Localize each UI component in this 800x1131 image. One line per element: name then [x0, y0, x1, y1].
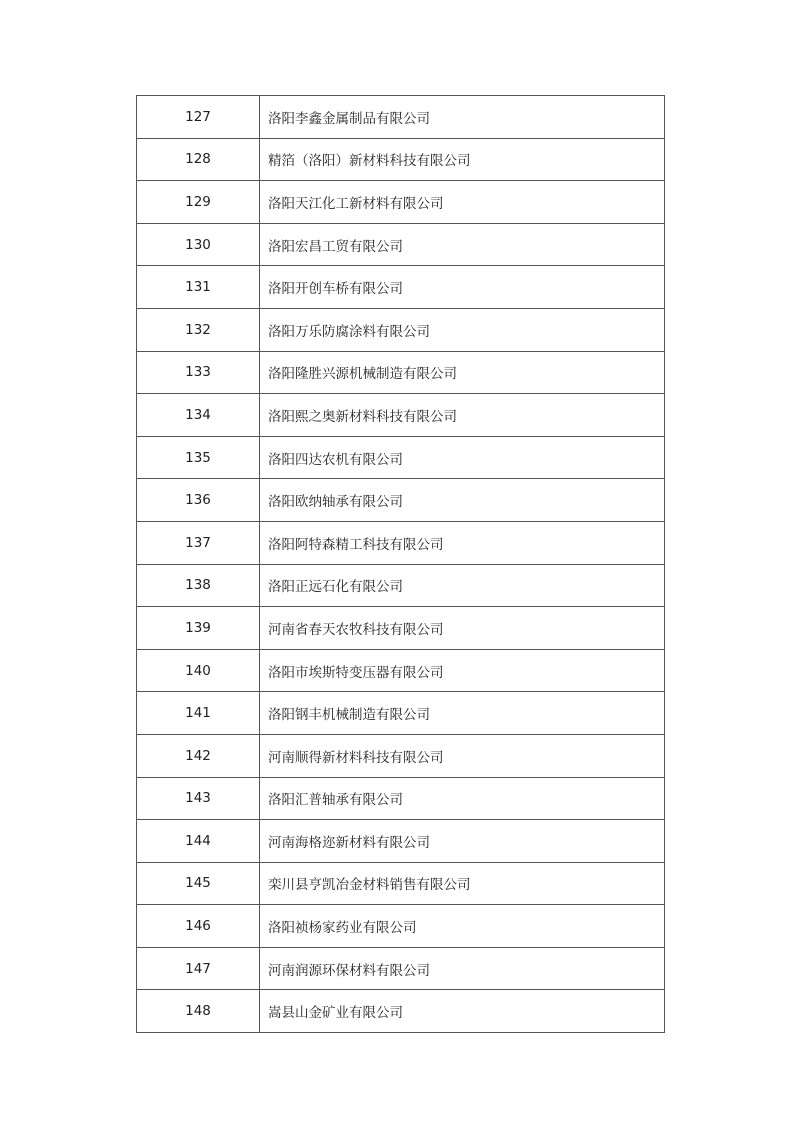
row-number-cell: 127	[137, 96, 260, 139]
company-name-cell: 嵩县山金矿业有限公司	[260, 990, 665, 1033]
table-row	[137, 96, 665, 139]
table-row	[137, 351, 665, 394]
company-name-cell: 洛阳阿特森精工科技有限公司	[260, 521, 665, 564]
company-name-cell: 洛阳祯杨家药业有限公司	[260, 905, 665, 948]
company-name-cell: 河南顺得新材料科技有限公司	[260, 734, 665, 777]
row-number-cell: 148	[137, 990, 260, 1033]
row-number-cell: 144	[137, 820, 260, 863]
row-number-cell: 133	[137, 351, 260, 394]
row-number-cell: 142	[137, 734, 260, 777]
company-name-cell: 洛阳熙之奥新材料科技有限公司	[260, 394, 665, 437]
table-row	[137, 394, 665, 437]
row-number-cell: 138	[137, 564, 260, 607]
company-name-cell: 洛阳隆胜兴源机械制造有限公司	[260, 351, 665, 394]
table-row	[137, 521, 665, 564]
company-name-cell: 洛阳钢丰机械制造有限公司	[260, 692, 665, 735]
company-list-table	[136, 95, 665, 1033]
company-name-cell: 洛阳市埃斯特变压器有限公司	[260, 649, 665, 692]
company-name-cell: 洛阳四达农机有限公司	[260, 436, 665, 479]
table-row	[137, 138, 665, 181]
table-body	[137, 96, 665, 1033]
company-name-cell: 洛阳天江化工新材料有限公司	[260, 181, 665, 224]
table-row	[137, 308, 665, 351]
company-name-cell: 洛阳欧纳轴承有限公司	[260, 479, 665, 522]
table-row	[137, 692, 665, 735]
table-row	[137, 223, 665, 266]
table-row	[137, 266, 665, 309]
row-number-cell: 131	[137, 266, 260, 309]
company-name-cell: 河南省春天农牧科技有限公司	[260, 607, 665, 650]
table-row	[137, 734, 665, 777]
row-number-cell: 140	[137, 649, 260, 692]
row-number-cell: 128	[137, 138, 260, 181]
table-row	[137, 564, 665, 607]
company-name-cell: 洛阳正远石化有限公司	[260, 564, 665, 607]
table-row	[137, 607, 665, 650]
company-name-cell: 河南海格迩新材料有限公司	[260, 820, 665, 863]
company-name-cell: 洛阳开创车桥有限公司	[260, 266, 665, 309]
table-row	[137, 649, 665, 692]
company-name-cell: 河南润源环保材料有限公司	[260, 947, 665, 990]
row-number-cell: 147	[137, 947, 260, 990]
table-row	[137, 777, 665, 820]
row-number-cell: 143	[137, 777, 260, 820]
table-row	[137, 181, 665, 224]
row-number-cell: 130	[137, 223, 260, 266]
table-row	[137, 862, 665, 905]
row-number-cell: 139	[137, 607, 260, 650]
company-name-cell: 洛阳万乐防腐涂料有限公司	[260, 308, 665, 351]
table-row	[137, 990, 665, 1033]
row-number-cell: 141	[137, 692, 260, 735]
company-name-cell: 栾川县亨凯冶金材料销售有限公司	[260, 862, 665, 905]
row-number-cell: 135	[137, 436, 260, 479]
row-number-cell: 136	[137, 479, 260, 522]
table-row	[137, 905, 665, 948]
table-row	[137, 947, 665, 990]
row-number-cell: 137	[137, 521, 260, 564]
company-name-cell: 洛阳宏昌工贸有限公司	[260, 223, 665, 266]
company-name-cell: 洛阳汇普轴承有限公司	[260, 777, 665, 820]
row-number-cell: 129	[137, 181, 260, 224]
table-row	[137, 436, 665, 479]
table-row	[137, 479, 665, 522]
company-name-cell: 精箔（洛阳）新材料科技有限公司	[260, 138, 665, 181]
row-number-cell: 146	[137, 905, 260, 948]
company-name-cell: 洛阳李鑫金属制品有限公司	[260, 96, 665, 139]
table-row	[137, 820, 665, 863]
row-number-cell: 145	[137, 862, 260, 905]
row-number-cell: 132	[137, 308, 260, 351]
row-number-cell: 134	[137, 394, 260, 437]
